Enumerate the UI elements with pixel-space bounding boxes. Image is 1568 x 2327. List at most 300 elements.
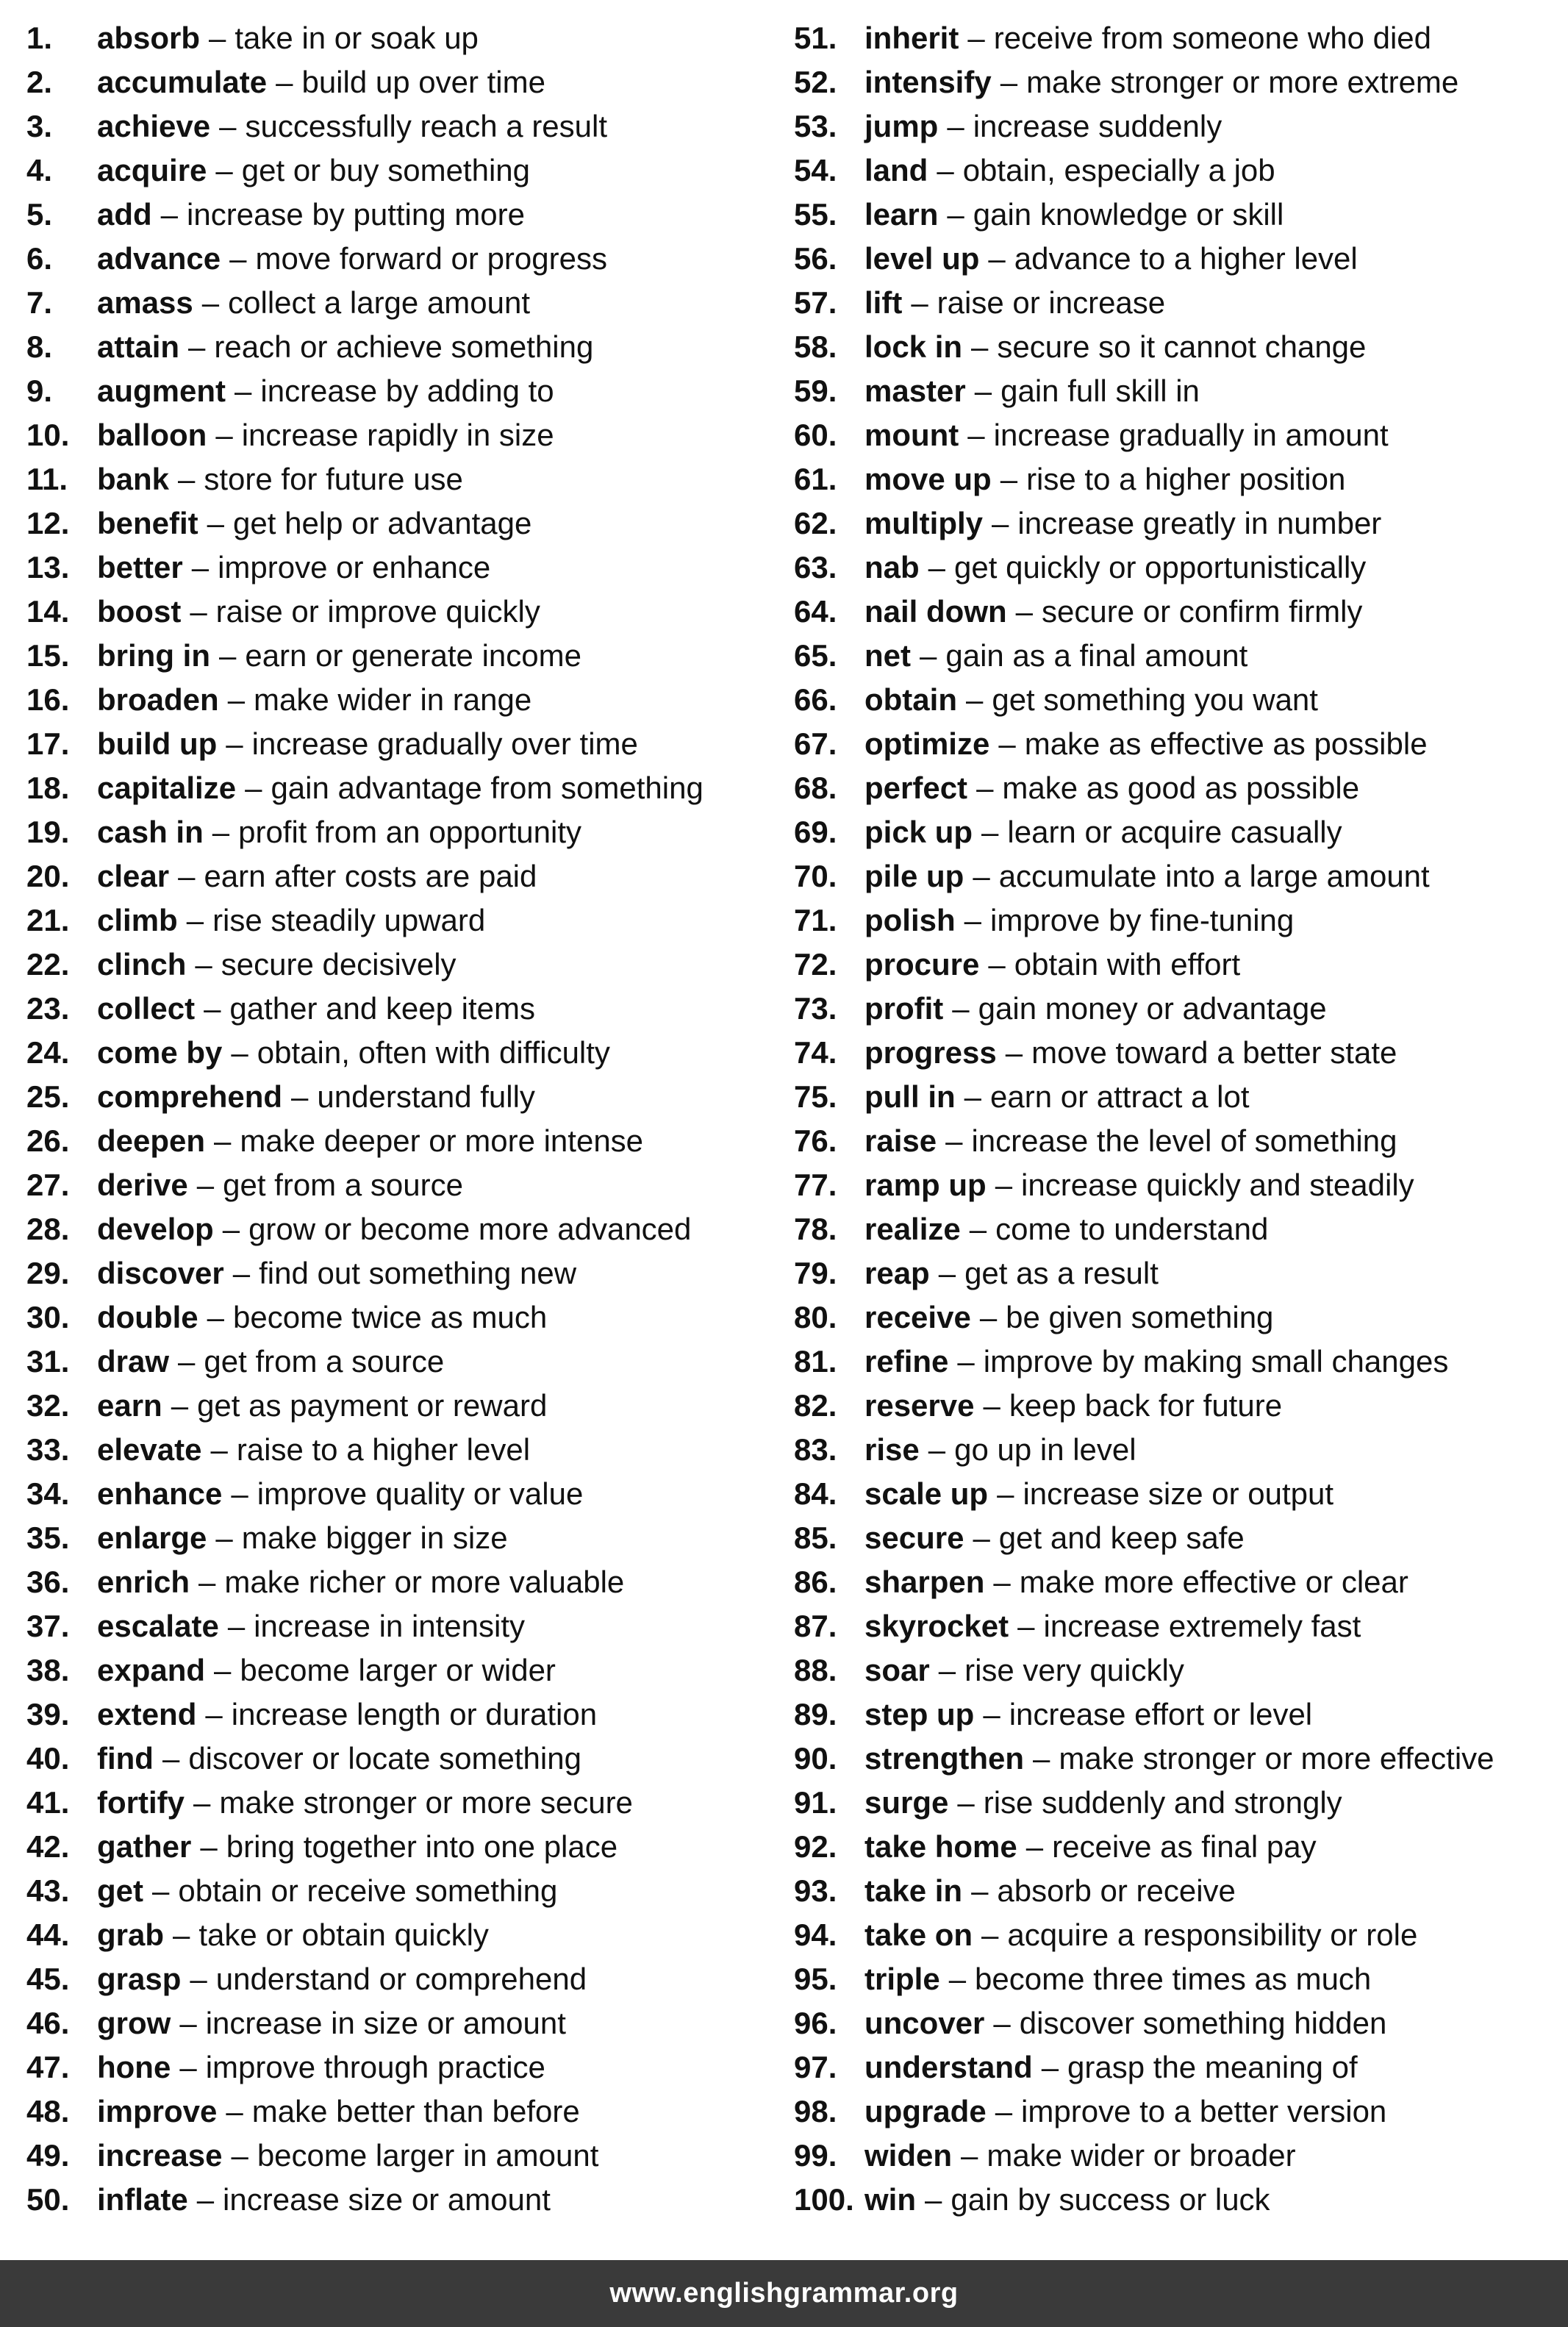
item-word: triple bbox=[864, 1962, 940, 1996]
item-separator: – bbox=[1033, 1741, 1050, 1776]
item-definition: increase in size or amount bbox=[205, 2006, 566, 2040]
list-item bbox=[26, 546, 791, 590]
list-item bbox=[26, 987, 791, 1031]
list-item bbox=[794, 1648, 1558, 1692]
item-number: 82. bbox=[794, 1388, 837, 1423]
item-separator: – bbox=[995, 2094, 1013, 2128]
list-item bbox=[794, 237, 1558, 281]
item-separator: – bbox=[191, 550, 210, 585]
item-separator: – bbox=[947, 109, 964, 143]
item-separator: – bbox=[215, 1520, 233, 1555]
list-item bbox=[26, 1163, 791, 1207]
item-number: 87. bbox=[794, 1609, 837, 1643]
item-word: skyrocket bbox=[864, 1609, 1009, 1643]
list-item bbox=[794, 369, 1558, 413]
item-number: 7. bbox=[26, 285, 53, 320]
item-separator: – bbox=[226, 726, 243, 761]
item-number: 16. bbox=[26, 682, 70, 717]
item-word: receive bbox=[864, 1300, 971, 1334]
item-word: collect bbox=[97, 991, 196, 1026]
list-item bbox=[794, 1692, 1558, 1737]
list-item bbox=[26, 16, 791, 60]
item-definition: become three times as much bbox=[975, 1962, 1372, 1996]
item-separator: – bbox=[215, 418, 233, 452]
item-definition: obtain, especially a job bbox=[962, 153, 1275, 187]
item-word: enlarge bbox=[97, 1520, 207, 1555]
item-separator: – bbox=[207, 506, 225, 540]
list-item bbox=[26, 1560, 791, 1604]
item-number: 97. bbox=[794, 2050, 837, 2084]
item-definition: secure so it cannot change bbox=[997, 329, 1367, 364]
list-item bbox=[794, 722, 1558, 766]
item-separator: – bbox=[983, 1697, 1000, 1731]
item-separator: – bbox=[992, 506, 1009, 540]
list-item bbox=[794, 281, 1558, 325]
list-item bbox=[26, 1384, 791, 1428]
item-definition: improve through practice bbox=[205, 2050, 545, 2084]
item-separator: – bbox=[178, 1344, 196, 1379]
item-definition: make richer or more valuable bbox=[224, 1565, 625, 1599]
item-number: 33. bbox=[26, 1432, 70, 1467]
item-number: 8. bbox=[26, 329, 53, 364]
item-separator: – bbox=[993, 1565, 1011, 1599]
item-number: 58. bbox=[794, 329, 837, 364]
item-definition: improve to a better version bbox=[1021, 2094, 1387, 2128]
item-word: bring in bbox=[97, 638, 210, 673]
list-item bbox=[26, 810, 791, 854]
item-number: 41. bbox=[26, 1785, 70, 1820]
item-word: nail down bbox=[864, 594, 1007, 629]
list-item bbox=[794, 193, 1558, 237]
list-item bbox=[794, 1428, 1558, 1472]
item-separator: – bbox=[973, 1520, 990, 1555]
list-item bbox=[794, 1869, 1558, 1913]
list-item bbox=[26, 1251, 791, 1295]
item-number: 2. bbox=[26, 65, 53, 99]
list-item bbox=[794, 325, 1558, 369]
footer-banner bbox=[0, 2260, 1568, 2327]
list-item bbox=[794, 810, 1558, 854]
list-item bbox=[26, 898, 791, 943]
list-item bbox=[794, 1340, 1558, 1384]
item-number: 19. bbox=[26, 815, 70, 849]
item-definition: raise or improve quickly bbox=[215, 594, 540, 629]
list-item bbox=[794, 1560, 1558, 1604]
item-separator: – bbox=[1000, 65, 1018, 99]
item-definition: get from a source bbox=[223, 1168, 463, 1202]
item-word: strengthen bbox=[864, 1741, 1025, 1776]
list-item bbox=[794, 1295, 1558, 1340]
item-word: widen bbox=[864, 2138, 953, 2173]
item-separator: – bbox=[928, 550, 946, 585]
item-number: 85. bbox=[794, 1520, 837, 1555]
item-number: 46. bbox=[26, 2006, 70, 2040]
item-separator: – bbox=[207, 1300, 225, 1334]
item-word: amass bbox=[97, 285, 193, 320]
item-definition: grasp the meaning of bbox=[1067, 2050, 1358, 2084]
item-word: enrich bbox=[97, 1565, 190, 1599]
item-number: 70. bbox=[794, 859, 837, 893]
item-word: inflate bbox=[97, 2182, 188, 2217]
item-word: expand bbox=[97, 1653, 206, 1687]
item-word: master bbox=[864, 373, 966, 408]
item-definition: make stronger or more secure bbox=[219, 1785, 633, 1820]
item-number: 93. bbox=[794, 1873, 837, 1908]
item-number: 18. bbox=[26, 771, 70, 805]
list-item bbox=[794, 590, 1558, 634]
item-definition: become twice as much bbox=[233, 1300, 548, 1334]
item-number: 89. bbox=[794, 1697, 837, 1731]
item-definition: obtain, often with difficulty bbox=[257, 1035, 610, 1070]
item-separator: – bbox=[231, 1476, 248, 1511]
item-separator: – bbox=[227, 1609, 246, 1643]
item-number: 47. bbox=[26, 2050, 70, 2084]
item-separator: – bbox=[209, 21, 226, 55]
item-word: fortify bbox=[97, 1785, 185, 1820]
item-definition: become larger or wider bbox=[240, 1653, 556, 1687]
item-separator: – bbox=[1000, 462, 1018, 496]
list-item bbox=[26, 943, 791, 987]
item-number: 59. bbox=[794, 373, 837, 408]
item-separator: – bbox=[957, 1344, 975, 1379]
item-number: 14. bbox=[26, 594, 70, 629]
item-separator: – bbox=[947, 197, 964, 232]
item-separator: – bbox=[204, 991, 221, 1026]
item-definition: get help or advantage bbox=[233, 506, 532, 540]
item-number: 100. bbox=[794, 2182, 854, 2217]
item-separator: – bbox=[193, 1785, 211, 1820]
item-word: add bbox=[97, 197, 152, 232]
list-item bbox=[26, 1207, 791, 1251]
item-separator: – bbox=[178, 462, 196, 496]
item-number: 20. bbox=[26, 859, 70, 893]
item-definition: get as a result bbox=[964, 1256, 1159, 1290]
item-separator: – bbox=[179, 2050, 197, 2084]
item-number: 49. bbox=[26, 2138, 70, 2173]
item-separator: – bbox=[981, 815, 999, 849]
item-word: deepen bbox=[97, 1123, 206, 1158]
item-word: come by bbox=[97, 1035, 223, 1070]
item-number: 99. bbox=[794, 2138, 837, 2173]
item-separator: – bbox=[965, 682, 984, 717]
item-separator: – bbox=[227, 682, 246, 717]
item-number: 32. bbox=[26, 1388, 70, 1423]
item-word: raise bbox=[864, 1123, 937, 1158]
item-number: 62. bbox=[794, 506, 837, 540]
item-number: 42. bbox=[26, 1829, 70, 1864]
item-separator: – bbox=[1025, 1829, 1044, 1864]
item-word: surge bbox=[864, 1785, 949, 1820]
item-definition: absorb or receive bbox=[997, 1873, 1236, 1908]
list-item bbox=[26, 281, 791, 325]
item-definition: make deeper or more intense bbox=[240, 1123, 644, 1158]
item-separator: – bbox=[988, 947, 1006, 982]
item-word: take home bbox=[864, 1829, 1017, 1864]
item-word: profit bbox=[864, 991, 944, 1026]
item-number: 80. bbox=[794, 1300, 837, 1334]
list-item bbox=[26, 1428, 791, 1472]
item-number: 57. bbox=[794, 285, 837, 320]
list-item bbox=[794, 546, 1558, 590]
item-separator: – bbox=[969, 1212, 987, 1246]
item-definition: earn or attract a lot bbox=[990, 1079, 1250, 1114]
list-item bbox=[794, 149, 1558, 193]
list-item bbox=[26, 1604, 791, 1648]
item-word: advance bbox=[97, 241, 221, 276]
item-word: obtain bbox=[864, 682, 957, 717]
item-definition: make as effective as possible bbox=[1024, 726, 1428, 761]
item-number: 44. bbox=[26, 1917, 70, 1952]
item-word: uncover bbox=[864, 2006, 985, 2040]
item-number: 60. bbox=[794, 418, 837, 452]
item-number: 69. bbox=[794, 815, 837, 849]
item-definition: increase by putting more bbox=[187, 197, 525, 232]
item-separator: – bbox=[979, 1300, 998, 1334]
item-word: draw bbox=[97, 1344, 170, 1379]
item-number: 15. bbox=[26, 638, 70, 673]
item-definition: obtain with effort bbox=[1014, 947, 1241, 982]
item-definition: become larger in amount bbox=[257, 2138, 599, 2173]
item-definition: store for future use bbox=[204, 462, 463, 496]
item-separator: – bbox=[245, 771, 262, 805]
item-number: 95. bbox=[794, 1962, 837, 1996]
item-word: pull in bbox=[864, 1079, 956, 1114]
item-number: 61. bbox=[794, 462, 837, 496]
item-definition: get quickly or opportunistically bbox=[954, 550, 1367, 585]
item-separator: – bbox=[212, 815, 230, 849]
list-item bbox=[26, 1340, 791, 1384]
word-list-column-right bbox=[794, 16, 1558, 2222]
item-separator: – bbox=[971, 1873, 989, 1908]
item-word: realize bbox=[864, 1212, 961, 1246]
item-number: 72. bbox=[794, 947, 837, 982]
item-separator: – bbox=[231, 1035, 248, 1070]
item-word: nab bbox=[864, 550, 920, 585]
item-definition: acquire a responsibility or role bbox=[1007, 1917, 1418, 1952]
list-item bbox=[26, 1516, 791, 1560]
item-separator: – bbox=[178, 859, 196, 893]
item-word: take on bbox=[864, 1917, 973, 1952]
item-number: 29. bbox=[26, 1256, 70, 1290]
item-word: land bbox=[864, 153, 928, 187]
item-word: attain bbox=[97, 329, 180, 364]
item-definition: make bigger in size bbox=[241, 1520, 508, 1555]
list-item bbox=[794, 1384, 1558, 1428]
item-definition: reach or achieve something bbox=[214, 329, 594, 364]
item-number: 90. bbox=[794, 1741, 837, 1776]
item-number: 17. bbox=[26, 726, 70, 761]
item-definition: keep back for future bbox=[1009, 1388, 1283, 1423]
item-definition: earn or generate income bbox=[245, 638, 581, 673]
item-separator: – bbox=[226, 2094, 243, 2128]
item-word: multiply bbox=[864, 506, 984, 540]
item-number: 22. bbox=[26, 947, 70, 982]
item-word: grab bbox=[97, 1917, 165, 1952]
item-separator: – bbox=[171, 1388, 189, 1423]
item-number: 54. bbox=[794, 153, 837, 187]
item-separator: – bbox=[937, 153, 954, 187]
list-item bbox=[794, 1251, 1558, 1295]
item-word: achieve bbox=[97, 109, 211, 143]
item-separator: – bbox=[964, 903, 982, 937]
item-separator: – bbox=[229, 241, 247, 276]
item-definition: collect a large amount bbox=[228, 285, 531, 320]
list-item bbox=[794, 2090, 1558, 2134]
list-item bbox=[26, 193, 791, 237]
item-word: build up bbox=[97, 726, 218, 761]
item-word: capitalize bbox=[97, 771, 237, 805]
list-item bbox=[26, 104, 791, 149]
item-separator: – bbox=[1041, 2050, 1059, 2084]
item-definition: build up over time bbox=[301, 65, 545, 99]
list-item bbox=[794, 766, 1558, 810]
item-separator: – bbox=[231, 2138, 248, 2173]
item-definition: obtain or receive something bbox=[178, 1873, 558, 1908]
list-item bbox=[26, 1825, 791, 1869]
list-item bbox=[26, 237, 791, 281]
item-separator: – bbox=[162, 1741, 180, 1776]
item-number: 66. bbox=[794, 682, 837, 717]
item-word: accumulate bbox=[97, 65, 268, 99]
item-number: 34. bbox=[26, 1476, 70, 1511]
item-word: win bbox=[864, 2182, 916, 2217]
item-word: acquire bbox=[97, 153, 207, 187]
item-definition: improve or enhance bbox=[218, 550, 491, 585]
item-separator: – bbox=[920, 638, 937, 673]
item-number: 64. bbox=[794, 594, 837, 629]
item-number: 21. bbox=[26, 903, 70, 937]
list-item bbox=[26, 1957, 791, 2001]
item-word: sharpen bbox=[864, 1565, 985, 1599]
item-definition: successfully reach a result bbox=[245, 109, 608, 143]
item-separator: – bbox=[198, 1565, 216, 1599]
item-word: better bbox=[97, 550, 183, 585]
item-number: 12. bbox=[26, 506, 70, 540]
item-definition: make more effective or clear bbox=[1019, 1565, 1408, 1599]
item-word: escalate bbox=[97, 1609, 219, 1643]
item-definition: discover or locate something bbox=[188, 1741, 581, 1776]
item-separator: – bbox=[995, 1168, 1013, 1202]
item-word: balloon bbox=[97, 418, 207, 452]
item-separator: – bbox=[291, 1079, 309, 1114]
item-separator: – bbox=[981, 1917, 999, 1952]
list-item bbox=[26, 2134, 791, 2178]
item-definition: take in or soak up bbox=[235, 21, 479, 55]
item-number: 28. bbox=[26, 1212, 70, 1246]
item-separator: – bbox=[967, 21, 985, 55]
item-word: cash in bbox=[97, 815, 204, 849]
item-separator: – bbox=[1015, 594, 1034, 629]
item-definition: increase gradually in amount bbox=[993, 418, 1389, 452]
item-number: 92. bbox=[794, 1829, 837, 1864]
item-definition: raise to a higher level bbox=[236, 1432, 531, 1467]
item-word: secure bbox=[864, 1520, 964, 1555]
list-item bbox=[26, 2001, 791, 2045]
item-separator: – bbox=[190, 1962, 207, 1996]
item-separator: – bbox=[196, 1168, 215, 1202]
item-definition: take or obtain quickly bbox=[198, 1917, 489, 1952]
item-separator: – bbox=[974, 373, 992, 408]
item-word: benefit bbox=[97, 506, 198, 540]
list-item bbox=[794, 1737, 1558, 1781]
item-word: broaden bbox=[97, 682, 219, 717]
item-separator: – bbox=[214, 1653, 232, 1687]
item-word: double bbox=[97, 1300, 198, 1334]
item-separator: – bbox=[173, 1917, 190, 1952]
list-item bbox=[26, 1472, 791, 1516]
item-word: learn bbox=[864, 197, 939, 232]
list-item bbox=[794, 104, 1558, 149]
item-word: absorb bbox=[97, 21, 201, 55]
item-word: improve bbox=[97, 2094, 218, 2128]
item-definition: improve by fine-tuning bbox=[990, 903, 1295, 937]
list-item bbox=[794, 1781, 1558, 1825]
item-word: clear bbox=[97, 859, 170, 893]
list-item bbox=[26, 369, 791, 413]
item-separator: – bbox=[152, 1873, 170, 1908]
item-word: bank bbox=[97, 462, 170, 496]
item-definition: grow or become more advanced bbox=[248, 1212, 692, 1246]
item-separator: – bbox=[971, 329, 989, 364]
list-item bbox=[26, 1119, 791, 1163]
item-definition: improve by making small changes bbox=[983, 1344, 1449, 1379]
item-definition: rise steadily upward bbox=[212, 903, 486, 937]
item-separator: – bbox=[205, 1697, 223, 1731]
list-item bbox=[794, 678, 1558, 722]
footer-url[interactable]: www.englishgrammar.org bbox=[609, 2278, 959, 2309]
item-word: jump bbox=[864, 109, 939, 143]
list-item bbox=[794, 16, 1558, 60]
item-word: scale up bbox=[864, 1476, 989, 1511]
list-item bbox=[26, 457, 791, 501]
item-word: pile up bbox=[864, 859, 964, 893]
item-definition: learn or acquire casually bbox=[1007, 815, 1342, 849]
item-definition: increase size or output bbox=[1023, 1476, 1334, 1511]
item-separator: – bbox=[967, 418, 985, 452]
item-separator: – bbox=[210, 1432, 228, 1467]
list-item bbox=[794, 2134, 1558, 2178]
item-separator: – bbox=[201, 285, 220, 320]
item-definition: receive from someone who died bbox=[993, 21, 1432, 55]
item-word: augment bbox=[97, 373, 226, 408]
item-number: 81. bbox=[794, 1344, 837, 1379]
item-definition: raise or increase bbox=[937, 285, 1166, 320]
item-separator: – bbox=[993, 2006, 1011, 2040]
list-item bbox=[26, 413, 791, 457]
item-definition: rise very quickly bbox=[964, 1653, 1184, 1687]
item-number: 43. bbox=[26, 1873, 70, 1908]
list-item bbox=[794, 1163, 1558, 1207]
item-word: derive bbox=[97, 1168, 188, 1202]
item-definition: go up in level bbox=[954, 1432, 1136, 1467]
item-number: 55. bbox=[794, 197, 837, 232]
word-list bbox=[0, 16, 1568, 2220]
item-word: refine bbox=[864, 1344, 949, 1379]
item-word: progress bbox=[864, 1035, 997, 1070]
list-item bbox=[26, 1737, 791, 1781]
item-number: 23. bbox=[26, 991, 70, 1026]
item-number: 3. bbox=[26, 109, 53, 143]
item-word: lock in bbox=[864, 329, 963, 364]
list-item bbox=[26, 325, 791, 369]
item-word: mount bbox=[864, 418, 959, 452]
list-item bbox=[26, 2178, 791, 2222]
list-item bbox=[26, 590, 791, 634]
item-definition: increase greatly in number bbox=[1017, 506, 1382, 540]
item-word: understand bbox=[864, 2050, 1033, 2084]
item-number: 1. bbox=[26, 21, 53, 55]
item-number: 5. bbox=[26, 197, 53, 232]
